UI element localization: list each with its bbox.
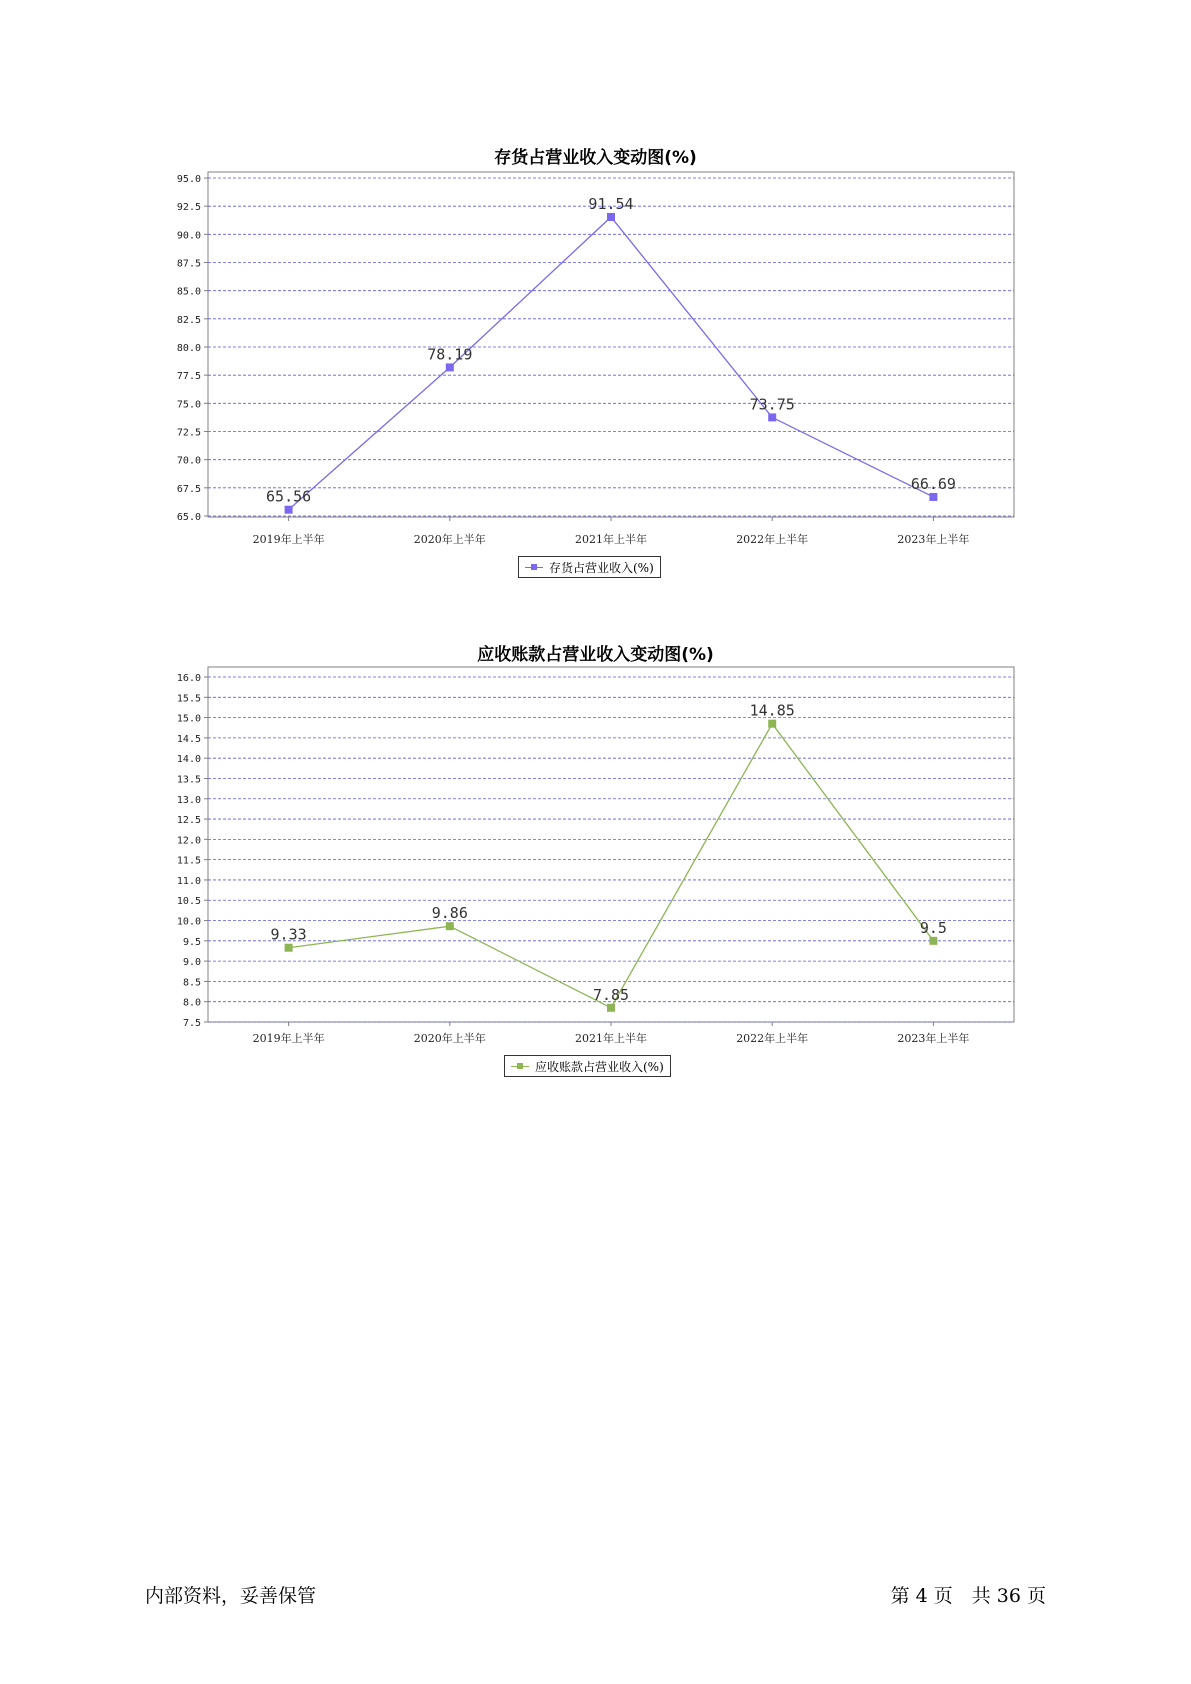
data-label: 9.86 (431, 904, 468, 923)
data-label: 66.69 (910, 474, 956, 493)
data-point (768, 720, 776, 728)
x-tick-label: 2022年上半年 (736, 533, 809, 546)
x-tick-label: 2023年上半年 (897, 533, 970, 546)
y-tick-label: 13.0 (176, 794, 201, 806)
x-tick-label: 2020年上半年 (413, 1032, 486, 1045)
y-tick-label: 9.5 (182, 936, 201, 948)
y-tick-label: 11.0 (176, 875, 201, 887)
legend-marker-icon (511, 1061, 529, 1071)
chart-title: 存货占营业收入变动图(%) (494, 148, 697, 168)
y-tick-label: 10.0 (176, 916, 201, 928)
data-label: 9.5 (919, 918, 947, 937)
y-tick-label: 65.0 (176, 512, 201, 523)
y-tick-label: 72.5 (176, 427, 201, 439)
data-label: 78.19 (427, 345, 473, 364)
y-tick-label: 92.5 (176, 202, 201, 214)
receivables-line-chart (0, 663, 1191, 1043)
legend-label: 存货占营业收入(%) (549, 560, 654, 575)
data-label: 7.85 (592, 985, 630, 1004)
y-tick-label: 8.5 (182, 977, 201, 989)
y-tick-label: 70.0 (176, 455, 201, 467)
y-tick-label: 75.0 (176, 399, 201, 411)
y-tick-label: 67.5 (176, 483, 201, 495)
chart-legend (518, 556, 661, 578)
y-tick-label: 8.0 (182, 997, 201, 1009)
x-tick-label: 2021年上半年 (575, 533, 647, 546)
data-point (607, 213, 615, 221)
y-tick-label: 77.5 (176, 371, 201, 383)
data-point (929, 937, 937, 945)
y-tick-label: 14.5 (176, 733, 201, 745)
y-tick-label: 14.0 (176, 754, 201, 766)
chart-title: 应收账款占营业收入变动图(%) (477, 645, 714, 665)
data-point (929, 493, 937, 501)
y-tick-label: 85.0 (176, 286, 201, 298)
x-tick-label: 2019年上半年 (252, 533, 325, 546)
legend-label: 应收账款占营业收入(%) (535, 1059, 664, 1074)
data-label: 9.33 (270, 925, 307, 944)
data-point (446, 922, 454, 930)
data-point (285, 506, 293, 514)
y-tick-label: 9.0 (182, 957, 201, 969)
y-tick-label: 95.0 (176, 174, 201, 185)
data-label: 65.56 (266, 487, 312, 506)
y-tick-label: 15.5 (176, 693, 201, 705)
chart-legend (504, 1055, 671, 1077)
y-tick-label: 7.5 (182, 1018, 201, 1029)
y-tick-label: 13.5 (176, 774, 201, 786)
data-label: 73.75 (749, 395, 795, 414)
y-tick-label: 82.5 (176, 314, 201, 326)
data-point (446, 363, 454, 371)
y-tick-label: 12.5 (176, 815, 201, 827)
data-label: 14.85 (749, 701, 795, 720)
footer-confidential-note: 内部资料，妥善保管 (145, 1585, 317, 1607)
x-tick-label: 2020年上半年 (413, 533, 486, 546)
y-tick-label: 87.5 (176, 258, 201, 270)
inventory-line-chart (0, 160, 1191, 546)
y-tick-label: 11.5 (176, 855, 201, 867)
x-tick-label: 2023年上半年 (897, 1032, 970, 1045)
data-point (768, 413, 776, 421)
y-tick-label: 12.0 (176, 835, 201, 847)
plot-area (208, 172, 1014, 517)
x-tick-label: 2022年上半年 (736, 1032, 809, 1045)
data-point (285, 944, 293, 952)
x-tick-label: 2019年上半年 (252, 1032, 325, 1045)
y-tick-label: 90.0 (176, 230, 201, 242)
legend-marker-icon (525, 562, 543, 572)
y-tick-label: 80.0 (176, 343, 201, 354)
y-tick-label: 10.5 (176, 896, 201, 908)
x-tick-label: 2021年上半年 (575, 1032, 647, 1045)
data-point (607, 1004, 615, 1012)
y-tick-label: 16.0 (176, 673, 201, 684)
footer-page-number: 第 4 页 共 36 页 (890, 1585, 1046, 1607)
data-label: 91.54 (588, 194, 634, 213)
plot-area (208, 667, 1014, 1022)
y-tick-label: 15.0 (176, 713, 201, 725)
